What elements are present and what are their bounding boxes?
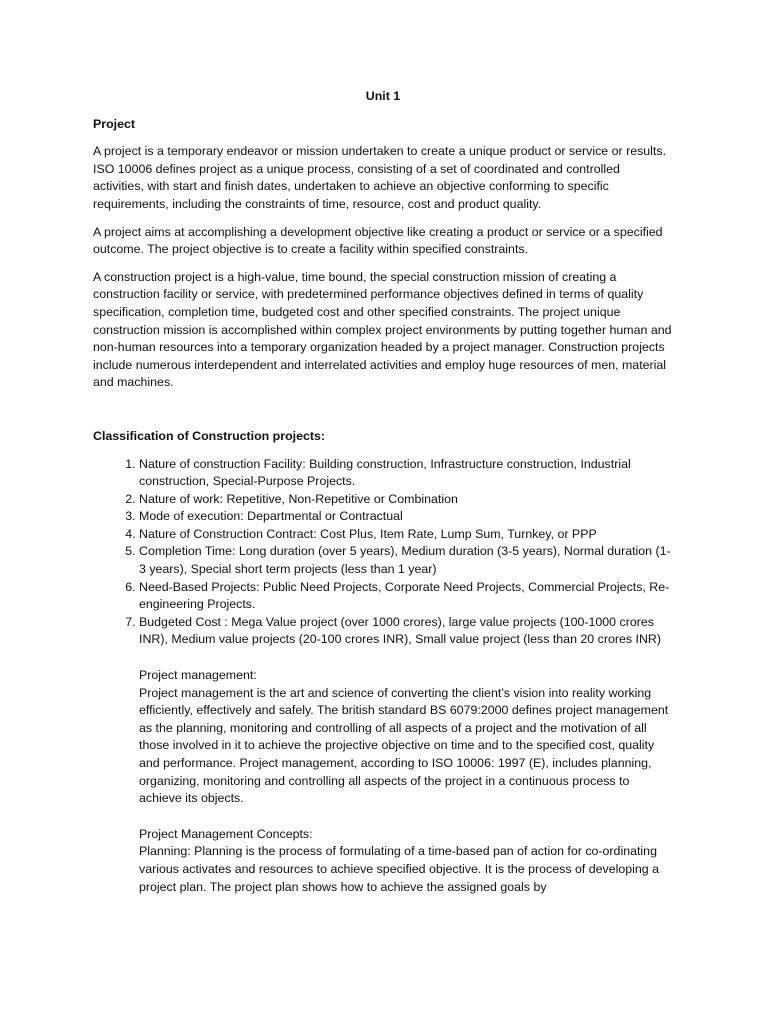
list-item: 5. Completion Time: Long duration (over 5 years), Medium duration (3-5 years), Normal duration (1-3 years), Special short term projects (less than 1 year) [139, 543, 673, 578]
classification-list [93, 456, 673, 650]
page-title: Unit 1 [365, 89, 401, 103]
paragraph-construction-project: A construction project is a high-value, time bound, the special construction mission of creating a construction facility or service, with predetermined performance objectives defined in terms of quality specification, completion time, budgeted cost and other specified constraints. The project unique construction mission is accomplished within complex project environments by putting together human and non-human resources into a temporary organization headed by a project manager. Construction projects include numerous interdependent and interrelated activities and employ huge resources of men, material and machines. [93, 269, 672, 390]
project-heading: Project [93, 116, 136, 131]
project-management-section [139, 667, 673, 808]
pmc-heading: Project Management Concepts: [139, 826, 313, 841]
document-content [93, 88, 673, 896]
classification-heading: Classification of Construction projects: [93, 428, 326, 443]
list-item: 4. Nature of Construction Contract: Cost Plus, Item Rate, Lump Sum, Turnkey, or PPP [139, 526, 673, 544]
list-item: 7. Budgeted Cost : Mega Value project (over 1000 crores), large value projects (100-1000 crores INR), Medium value projects (20-100 crores INR), Small value project (less than 20 crores INR) [139, 614, 673, 649]
pm-heading: Project management: [139, 668, 257, 683]
list-item: 3. Mode of execution: Departmental or Contractual [139, 508, 673, 526]
pm-text: Project management is the art and science of converting the client’s vision into reality working efficiently, effectively and safely. The british standard BS 6079:2000 defines project management as the planning, monitoring and controlling of all aspects of a project and the motivation of all those involved in it to achieve the projective objective on time and to the specified cost, quality and performance. Project management, according to ISO 10006: 1997 (E), includes planning, organizing, monitoring and controlling all aspects of the project in a continuous process to achieve its objects. [139, 685, 669, 806]
paragraph-aim: A project aims at accomplishing a development objective like creating a product or service or a specified outcome. The project objective is to create a facility within specified constraints. [93, 224, 663, 257]
list-item: 6. Need-Based Projects: Public Need Projects, Corporate Need Projects, Commercial Projects, Re-engineering Projects. [139, 579, 673, 614]
pmc-text: Planning: Planning is the process of formulating of a time-based pan of action for co-ordinating various activates and resources to achieve specified objective. It is the process of developing a project plan. The project plan shows how to achieve the assigned goals by [139, 844, 660, 894]
spacer [93, 402, 673, 428]
list-item: 1. Nature of construction Facility: Building construction, Infrastructure construction, Industrial construction, Special-Purpose Projects. [139, 456, 673, 491]
list-item: 2. Nature of work: Repetitive, Non-Repetitive or Combination [139, 491, 673, 509]
pm-concepts-section [139, 826, 673, 896]
paragraph-definition: A project is a temporary endeavor or mission undertaken to create a unique product or service or results. ISO 10006 defines project as a unique process, consisting of a set of coordinated and controlled activities, with start and finish dates, undertaken to achieve an objective conforming to specific requirements, including the constraints of time, resource, cost and product quality. [93, 144, 667, 211]
